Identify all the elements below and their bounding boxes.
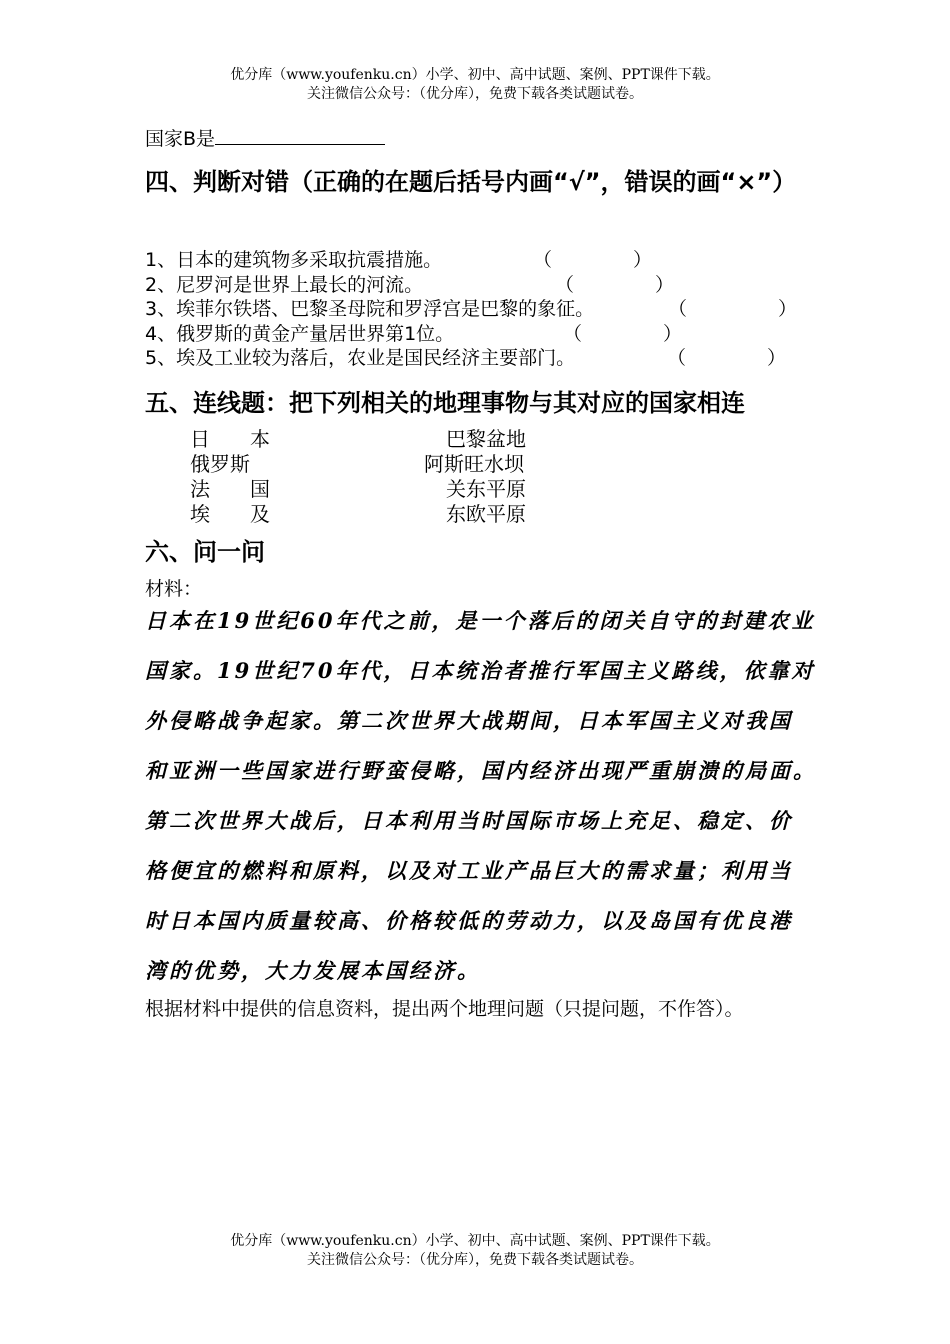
answer-paren-close: ） [633,249,653,271]
material-line: 格便宜的燃料和原料，以及对工业产品巨大的需求量；利用当 [145,858,793,883]
material-label: 材料： [145,578,203,600]
answer-paren-open[interactable]: （ [563,322,583,345]
section-6-title: 六、问一问 [145,538,265,566]
judge-list [145,248,798,371]
header-line-2: 关注微信公众号：（优分库），免费下载各类试题试卷。 [307,86,643,102]
answer-blank[interactable] [215,126,385,145]
answer-paren-open[interactable]: （ [667,347,687,369]
material-line: 外侵略战争起家。第二次世界大战期间，日本军国主义对我国 [145,708,793,733]
judge-item-text: 3、埃菲尔铁塔、巴黎圣母院和罗浮宫是巴黎的象征。 [145,298,595,320]
answer-paren-close: ） [663,322,683,345]
material-line: 和亚洲一些国家进行野蛮侵略，国内经济出现严重崩溃的局面。 [145,758,817,783]
judge-item-text: 4、俄罗斯的黄金产量居世界第1位。 [145,322,455,345]
judge-item [145,346,787,371]
answer-paren-open[interactable]: （ [533,249,553,271]
answer-paren-close: ） [778,298,798,320]
answer-paren-open[interactable]: （ [555,273,575,296]
match-country[interactable]: 法 国 [190,477,270,501]
match-feature[interactable]: 关东平原 [446,477,526,501]
page-header [0,66,950,104]
answer-paren-close: ） [655,273,675,296]
judge-item [145,248,653,273]
judge-item-text: 5、埃及工业较为落后，农业是国民经济主要部门。 [145,347,576,369]
header-line-1: 优分库（www.youfenku.cn）小学、初中、高中试题、案例、PPT课件下载。 [230,67,720,83]
match-feature[interactable]: 东欧平原 [446,502,526,526]
footer-line-1: 优分库（www.youfenku.cn）小学、初中、高中试题、案例、PPT课件下载。 [230,1233,720,1249]
question-prompt: 根据材料中提供的信息资料，提出两个地理问题（只提问题，不作答）。 [145,998,744,1020]
match-country[interactable]: 日 本 [190,427,270,451]
footer-line-2: 关注微信公众号：（优分库），免费下载各类试题试卷。 [307,1252,643,1268]
material-line: 国家。19世纪70年代，日本统治者推行军国主义路线，依靠对 [145,658,816,683]
match-feature[interactable]: 巴黎盆地 [446,427,526,451]
material-line: 时日本国内质量较高、价格较低的劳动力，以及岛国有优良港 [145,908,793,933]
material-line: 第二次世界大战后，日本利用当时国际市场上充足、稳定、价 [145,808,793,833]
country-b-question [145,124,385,151]
judge-item [145,273,675,298]
material-line: 日本在19世纪60年代之前，是一个落后的闭关自守的封建农业 [145,608,816,633]
material-passage [145,596,845,996]
material-line: 湾的优势，大力发展本国经济。 [145,958,481,983]
judge-item-text: 1、日本的建筑物多采取抗震措施。 [145,249,443,271]
match-country[interactable]: 俄罗斯 [190,452,250,476]
answer-paren-open[interactable]: （ [668,298,688,320]
section-5-title: 五、连线题：把下列相关的地理事物与其对应的国家相连 [145,389,745,417]
match-feature[interactable]: 阿斯旺水坝 [424,452,524,476]
judge-item-text: 2、尼罗河是世界上最长的河流。 [145,273,424,296]
match-country[interactable]: 埃 及 [190,502,270,526]
country-b-label: 国家B是 [145,128,216,150]
judge-item [145,297,798,322]
page-footer [0,1232,950,1270]
section-4-title: 四、判断对错（正确的在题后括号内画“√”，错误的画“×”） [145,168,797,196]
answer-paren-close: ） [767,347,787,369]
judge-item [145,322,683,347]
